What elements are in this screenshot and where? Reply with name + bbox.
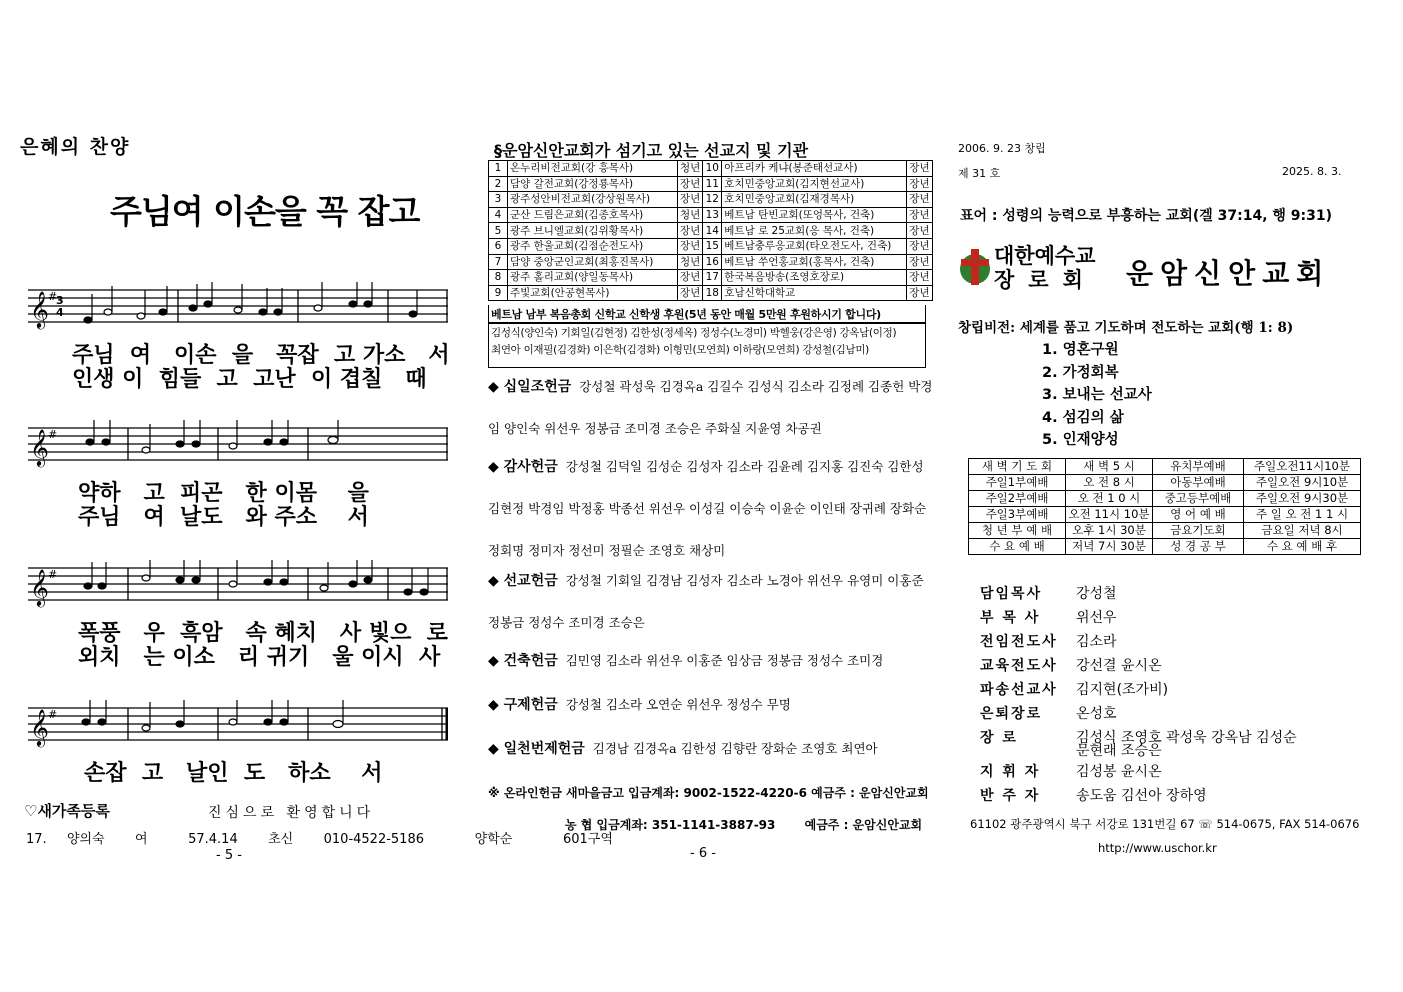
staff-lines: [28, 282, 448, 338]
denomination: [994, 244, 1097, 292]
lyric-line: 외치 는 이소 리 귀기 울 이시 사: [78, 645, 441, 670]
mission-cell: 광주 브니엘교회(김위황목사): [508, 223, 678, 239]
church-name: 운암신안교회: [1126, 257, 1331, 290]
mission-cell: 3: [489, 192, 508, 208]
worship-row: [969, 491, 1361, 507]
mission-cell: 1: [489, 161, 508, 177]
mission-cell: 장년: [907, 176, 932, 192]
supporters-line: 최연아 이재필(김경화) 이은학(김경화) 이형민(모연희) 이하랑(모연희) 강성철(김남미): [491, 344, 869, 356]
worship-cell: 오후 1시 30분: [1066, 523, 1153, 539]
mission-cell: 청년: [678, 207, 703, 223]
mission-row: [489, 270, 933, 286]
worship-row: [969, 523, 1361, 539]
goal-item: 3. 보내는 선교사: [1042, 387, 1152, 403]
new-family-heading: ♡새가족등록: [24, 802, 110, 820]
staff-role: 반 주 자: [980, 788, 1041, 804]
mission-cell: 장년: [907, 254, 932, 270]
worship-cell: 아동부예배: [1153, 475, 1244, 491]
offering-building: [488, 640, 938, 682]
missions-note: 베트남 남부 복음총회 신학교 신학생 후원(5년 동안 매월 5만원 후원하시기 합니다): [488, 305, 926, 324]
online-account-1: ※ 온라인헌금 새마을금고 입금계좌: 9002-1522-4220-6 예금주 : 운암신안교회: [488, 786, 929, 800]
mission-cell: 13: [703, 207, 722, 223]
music-staff-2: [28, 420, 448, 528]
worship-cell: 주일오전 9시10분: [1244, 475, 1361, 491]
lyric-line: 손잡 고 날인 도 하소 서: [84, 761, 383, 786]
svg-text:#: #: [48, 428, 58, 441]
mission-cell: 12: [703, 192, 722, 208]
offering-names: 김민영 김소라 위선우 이홍준 임상금 정봉금 정성수 조미경: [565, 653, 884, 668]
church-cross-icon: [958, 247, 992, 287]
supporters-line: 김성식(양인숙) 기회일(김현정) 김한성(정세옥) 정성수(노경미) 박헬웅(강은영) 강옥남(이정): [491, 327, 897, 339]
mission-cell: 광주성안비전교회(강상원목사): [508, 192, 678, 208]
page-number: - 6 -: [690, 846, 716, 861]
staff-names: 강선결 윤시온: [1076, 658, 1162, 674]
offering-label: ◆ 십일조헌금: [488, 379, 572, 395]
church-website-link[interactable]: http://www.uschor.kr: [1098, 841, 1217, 855]
mission-cell: 온누리비전교회(강 흥목사): [508, 161, 678, 177]
mission-cell: 장년: [907, 207, 932, 223]
offering-label: ◆ 건축헌금: [488, 653, 558, 669]
mission-row: [489, 207, 933, 223]
staff-names: 김소라: [1076, 634, 1117, 650]
mission-cell: 베트남 탄빈교회(또엉목사, 건축): [722, 207, 907, 223]
svg-text:𝄞: 𝄞: [30, 290, 49, 328]
svg-text:𝄞: 𝄞: [30, 708, 49, 746]
worship-cell: 주일1부예배: [969, 475, 1066, 491]
missions-supporters: [488, 322, 926, 368]
mission-cell: 아프리카 케냐(봉준태선교사): [722, 161, 907, 177]
mission-cell: 8: [489, 270, 508, 286]
worship-cell: 금요기도회: [1153, 523, 1244, 539]
worship-cell: 주 일 오 전 1 1 시: [1244, 507, 1361, 523]
worship-cell: 성 경 공 부: [1153, 539, 1244, 555]
worship-schedule-table: [968, 458, 1361, 555]
worship-row: [969, 475, 1361, 491]
offering-relief: [488, 684, 938, 726]
staff-names: 김성식 조영호 곽성욱 강옥남 김성순: [1076, 730, 1297, 746]
mission-cell: 광주 한울교회(김점순전도사): [508, 238, 678, 254]
mission-cell: 주빛교회(안공현목사): [508, 285, 678, 301]
mission-cell: 11: [703, 176, 722, 192]
mission-cell: 한국복음방송(조영호장로): [722, 270, 907, 286]
mission-cell: 장년: [907, 285, 932, 301]
mission-cell: 장년: [907, 270, 932, 286]
staff-lines: [28, 560, 448, 616]
mission-cell: 담양 중앙군인교회(최홍진목사): [508, 254, 678, 270]
staff-names: 위선우: [1076, 610, 1117, 626]
worship-cell: 새 벽 5 시: [1066, 459, 1153, 475]
mission-cell: 장년: [678, 176, 703, 192]
offering-label: ◆ 감사헌금: [488, 459, 558, 475]
worship-cell: 중고등부예배: [1153, 491, 1244, 507]
staff-names: 문현래 조승은: [1076, 743, 1162, 759]
mission-row: [489, 238, 933, 254]
staff-lines: [28, 700, 448, 756]
goal-item: 4. 섬김의 삶: [1042, 409, 1124, 426]
staff-role: 장 로: [980, 730, 1018, 746]
denomination-line-1: 대한예수교: [994, 244, 1096, 268]
mission-cell: 청년: [678, 161, 703, 177]
offering-label: ◆ 일천번제헌금: [488, 741, 585, 757]
mission-cell: 담양 갈전교회(강정룡목사): [508, 176, 678, 192]
svg-text:#: #: [48, 568, 58, 581]
staff-role: 교육전도사: [980, 658, 1058, 674]
mission-cell: 10: [703, 161, 722, 177]
mission-cell: 9: [489, 285, 508, 301]
page-number: - 5 -: [216, 848, 242, 863]
staff-role: 지 휘 자: [980, 764, 1041, 780]
mission-cell: 호치민중앙교회(김지현선교사): [722, 176, 907, 192]
missions-table: [488, 160, 933, 301]
offering-label: ◆ 구제헌금: [488, 697, 558, 713]
mission-row: [489, 223, 933, 239]
worship-cell: 오 전 8 시: [1066, 475, 1153, 491]
lyric-line: 약하 고 피곤 한 이몸 을: [78, 481, 369, 506]
lyric-line: 폭풍 우 흑암 속 혜치 사 빛으 로: [78, 621, 448, 646]
goals-list: [1042, 339, 1152, 452]
offering-names: 강성철 기회일 김경남 김성자 김소라 노경아 위선우 유영미 이홍준 정봉금 정성수 조미경 조승은: [488, 573, 924, 630]
staff-role: 부 목 사: [980, 610, 1041, 626]
goal-item: 5. 인재양성: [1042, 432, 1119, 448]
offering-tithe: [488, 366, 938, 450]
mission-cell: 4: [489, 207, 508, 223]
mission-cell: 장년: [678, 285, 703, 301]
bulletin-date: 2025. 8. 3.: [1282, 165, 1342, 178]
worship-cell: 저녁 7시 30분: [1066, 539, 1153, 555]
middle-page: [480, 0, 940, 992]
mission-row: [489, 176, 933, 192]
worship-cell: 주일오전 9시30분: [1244, 491, 1361, 507]
worship-cell: 주일2부예배: [969, 491, 1066, 507]
founding-vision: 창립비전: 세계를 품고 기도하며 전도하는 교회(행 1: 8): [958, 320, 1294, 336]
mission-cell: 베트남충루응교회(타오전도사, 건축): [722, 238, 907, 254]
offering-thousand: [488, 728, 938, 770]
staff-names: 김성봉 윤시온: [1076, 764, 1162, 780]
worship-cell: 금요일 저녁 8시: [1244, 523, 1361, 539]
lyric-line: 주님 여 이손 을 꼭잡 고 가소 서: [72, 343, 450, 368]
denomination-line-2: 장로회: [994, 268, 1097, 292]
new-family-welcome: 진심으로 환영합니다: [208, 805, 375, 821]
offering-names: 강성철 곽성욱 김경옥a 김길수 김성식 김소라 김정례 김종헌 박경임 양인숙 위선우 정봉금 조미경 조승은 주화실 지윤영 차공권: [488, 379, 933, 436]
staff-role: 담임목사: [980, 586, 1043, 602]
mission-cell: 7: [489, 254, 508, 270]
mission-row: [489, 192, 933, 208]
church-address: 61102 광주광역시 북구 서강로 131번길 67 ☏ 514-0675, FAX 514-0676: [970, 817, 1360, 831]
mission-row: [489, 254, 933, 270]
offering-label: ◆ 선교헌금: [488, 573, 558, 589]
mission-cell: 16: [703, 254, 722, 270]
staff-role: 은퇴장로: [980, 706, 1043, 722]
mission-cell: 장년: [678, 238, 703, 254]
staff-lines: [28, 420, 448, 476]
staff-role: 전임전도사: [980, 634, 1058, 650]
worship-cell: 주일3부예배: [969, 507, 1066, 523]
goal-item: 1. 영혼구원: [1042, 342, 1119, 358]
mission-row: [489, 161, 933, 177]
issue-number: 제 31 호: [958, 167, 1001, 180]
worship-cell: 새 벽 기 도 회: [969, 459, 1066, 475]
worship-cell: 주일오전11시10분: [1244, 459, 1361, 475]
hymn-title: 주님여 이손을 꼭 잡고: [110, 192, 420, 231]
mission-cell: 15: [703, 238, 722, 254]
worship-cell: 청 년 부 예 배: [969, 523, 1066, 539]
mission-cell: 18: [703, 285, 722, 301]
staff-names: 송도움 김선아 장하영: [1076, 788, 1207, 804]
mission-cell: 청년: [678, 254, 703, 270]
svg-text:4: 4: [56, 306, 64, 319]
new-family-entry: 17. 양의숙 여 57.4.14 초신 010-4522-5186 양학순 601구역: [26, 832, 613, 847]
worship-cell: 유치부예배: [1153, 459, 1244, 475]
mission-cell: 광주 홀리교회(양일동목사): [508, 270, 678, 286]
mission-cell: 호치민중앙교회(김재경목사): [722, 192, 907, 208]
staff-role: 파송선교사: [980, 682, 1058, 698]
svg-text:#: #: [48, 708, 58, 721]
staff-names: 김지현(조가비): [1076, 682, 1169, 698]
offering-names: 강성철 김덕일 김성순 김성자 김소라 김윤례 김지홍 김진숙 김한성 김현정 박경임 박정홍 박종선 위선우 이성길 이승숙 이윤순 이인태 장귀례 장화순 정회명 정미자 정선미 정필순 조영호 채상미: [488, 459, 927, 558]
mission-cell: 장년: [907, 238, 932, 254]
worship-cell: 수 요 예 배 후: [1244, 539, 1361, 555]
worship-row: [969, 539, 1361, 555]
established-date: 2006. 9. 23 창립: [958, 142, 1046, 155]
svg-text:#: #: [48, 290, 58, 303]
worship-cell: 오전 11시 10분: [1066, 507, 1153, 523]
worship-cell: 오 전 1 0 시: [1066, 491, 1153, 507]
music-staff-4: [28, 700, 448, 784]
music-staff-3: [28, 560, 448, 668]
music-staff-1: [28, 282, 448, 390]
svg-text:𝄞: 𝄞: [30, 568, 49, 606]
mission-cell: 베트남 로 25교회(응 목사, 건축): [722, 223, 907, 239]
lyric-line: 인생 이 힘들 고 고난 이 겹칠 때: [72, 367, 427, 392]
offering-thanks: [488, 446, 938, 572]
worship-row: [969, 459, 1361, 475]
mission-cell: 장년: [907, 223, 932, 239]
mission-row: [489, 285, 933, 301]
online-account-2: 농 협 입금계좌: 351-1141-3887-93 예금주 : 운암신안교회: [565, 818, 923, 832]
mission-cell: 5: [489, 223, 508, 239]
church-motto: 표어 : 성령의 능력으로 부흥하는 교회(겔 37:14, 행 9:31): [960, 208, 1332, 224]
offering-names: 강성철 김소라 오연순 위선우 정성수 무명: [565, 697, 791, 712]
goal-item: 2. 가정회복: [1042, 364, 1119, 381]
staff-names: 온성호: [1076, 706, 1117, 722]
worship-cell: 영 어 예 배: [1153, 507, 1244, 523]
mission-cell: 장년: [907, 161, 932, 177]
mission-cell: 장년: [678, 270, 703, 286]
offering-names: 김경남 김경옥a 김한성 김향란 장화순 조영호 최연아: [592, 741, 878, 756]
lyric-line: 주님 여 날도 와 주소 서: [78, 505, 369, 530]
svg-text:3: 3: [56, 294, 64, 307]
mission-cell: 2: [489, 176, 508, 192]
missions-title: §운암신안교회가 섬기고 있는 선교지 및 기관: [494, 141, 809, 160]
mission-cell: 6: [489, 238, 508, 254]
mission-cell: 14: [703, 223, 722, 239]
mission-cell: 장년: [678, 192, 703, 208]
section-title: 은혜의 찬양: [20, 136, 131, 158]
offering-mission: [488, 560, 938, 644]
right-page: [950, 0, 1403, 992]
svg-text:𝄞: 𝄞: [30, 428, 49, 466]
worship-row: [969, 507, 1361, 523]
worship-cell: 수 요 예 배: [969, 539, 1066, 555]
mission-cell: 장년: [907, 192, 932, 208]
mission-cell: 장년: [678, 223, 703, 239]
mission-cell: 17: [703, 270, 722, 286]
staff-names: 강성철: [1076, 586, 1117, 602]
mission-cell: 군산 드림은교회(김종호목사): [508, 207, 678, 223]
mission-cell: 호남신학대학교: [722, 285, 907, 301]
mission-cell: 베트남 쑤언홍교회(홍목사, 건축): [722, 254, 907, 270]
